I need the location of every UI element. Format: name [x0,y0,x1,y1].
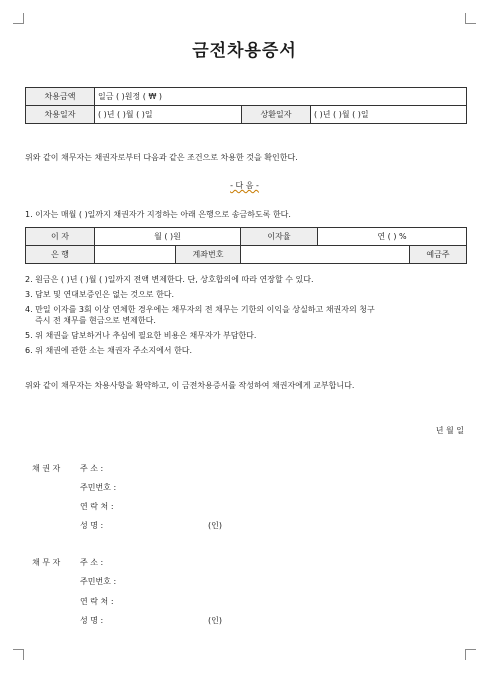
borrow-date-field[interactable]: ( )년 ( )월 ( )일 [95,106,242,124]
amount-label: 차용금액 [26,88,95,106]
rate-label: 이자율 [241,228,318,246]
creditor-id-label: 주민번호 : [80,483,117,492]
term-6: 6. 위 채권에 관한 소는 채권자 주소지에서 한다. [25,346,193,355]
term-2: 2. 원금은 ( )년 ( )월 ( )일까지 전액 변제한다. 단, 상호합의에 따라 연장할 수 있다. [25,275,314,284]
intro-text: 위와 같이 채무자는 채권자로부터 다음과 같은 조건으로 차용한 것을 확인한다. [25,153,298,162]
interest-field[interactable]: 월 ( )원 [95,228,241,246]
account-field[interactable] [241,246,410,264]
term-1: 1. 이자는 매월 ( )일까지 채권자가 지정하는 아래 은행으로 송금하도록 한다. [25,210,291,219]
loan-summary-table [25,87,467,124]
crop-mark-bottom-right [465,649,476,660]
holder-label: 예금주 [410,246,467,264]
debtor-seal: (인) [208,616,222,625]
term-4-line-1: 4. 만일 이자를 3회 이상 연체한 경우에는 채무자의 전 채무는 기한의 이익을 상실하고 채권자의 청구 [25,305,375,314]
crop-mark-top-right [465,13,476,24]
debtor-address-label: 주 소 : [80,558,104,567]
amount-field[interactable]: 일금 ( )원정 ( ₩ ) [95,88,467,106]
section-heading [0,180,489,191]
closing-text: 위와 같이 채무자는 차용사항을 확약하고, 이 금전차용증서를 작성하여 채권자에게 교부합니다. [25,381,355,390]
creditor-contact-label: 연 락 처 : [80,502,114,511]
creditor-name-label: 성 명 : [80,521,104,530]
bank-field[interactable] [95,246,176,264]
bank-label: 은 행 [26,246,95,264]
account-label: 계좌번호 [176,246,241,264]
debtor-id-label: 주민번호 : [80,577,117,586]
date-line[interactable]: 년 월 일 [435,426,464,435]
term-5: 5. 위 채권을 담보하거나 추심에 필요한 비용은 채무자가 부담한다. [25,331,257,340]
term-4-line-2: 즉시 전 채무를 현금으로 변제한다. [35,316,156,325]
repay-date-field[interactable]: ( )년 ( )월 ( )일 [311,106,467,124]
debtor-role: 채 무 자 [32,558,61,567]
debtor-name-label: 성 명 : [80,616,104,625]
debtor-contact-label: 연 락 처 : [80,597,114,606]
crop-mark-top-left [13,13,24,24]
creditor-seal: (인) [208,521,222,530]
document-title: 금전차용증서 [192,41,297,61]
repay-date-label: 상환일자 [242,106,311,124]
creditor-address-label: 주 소 : [80,464,104,473]
interest-table [25,227,467,264]
section-heading-text: - 다 음 - [230,181,259,190]
crop-mark-bottom-left [13,649,24,660]
rate-field[interactable]: 연 ( ) % [318,228,467,246]
interest-label: 이 자 [26,228,95,246]
creditor-role: 채 권 자 [32,464,61,473]
borrow-date-label: 차용일자 [26,106,95,124]
term-4 [25,304,470,326]
term-3: 3. 담보 및 연대보증인은 없는 것으로 한다. [25,290,175,299]
terms-list [25,274,470,360]
